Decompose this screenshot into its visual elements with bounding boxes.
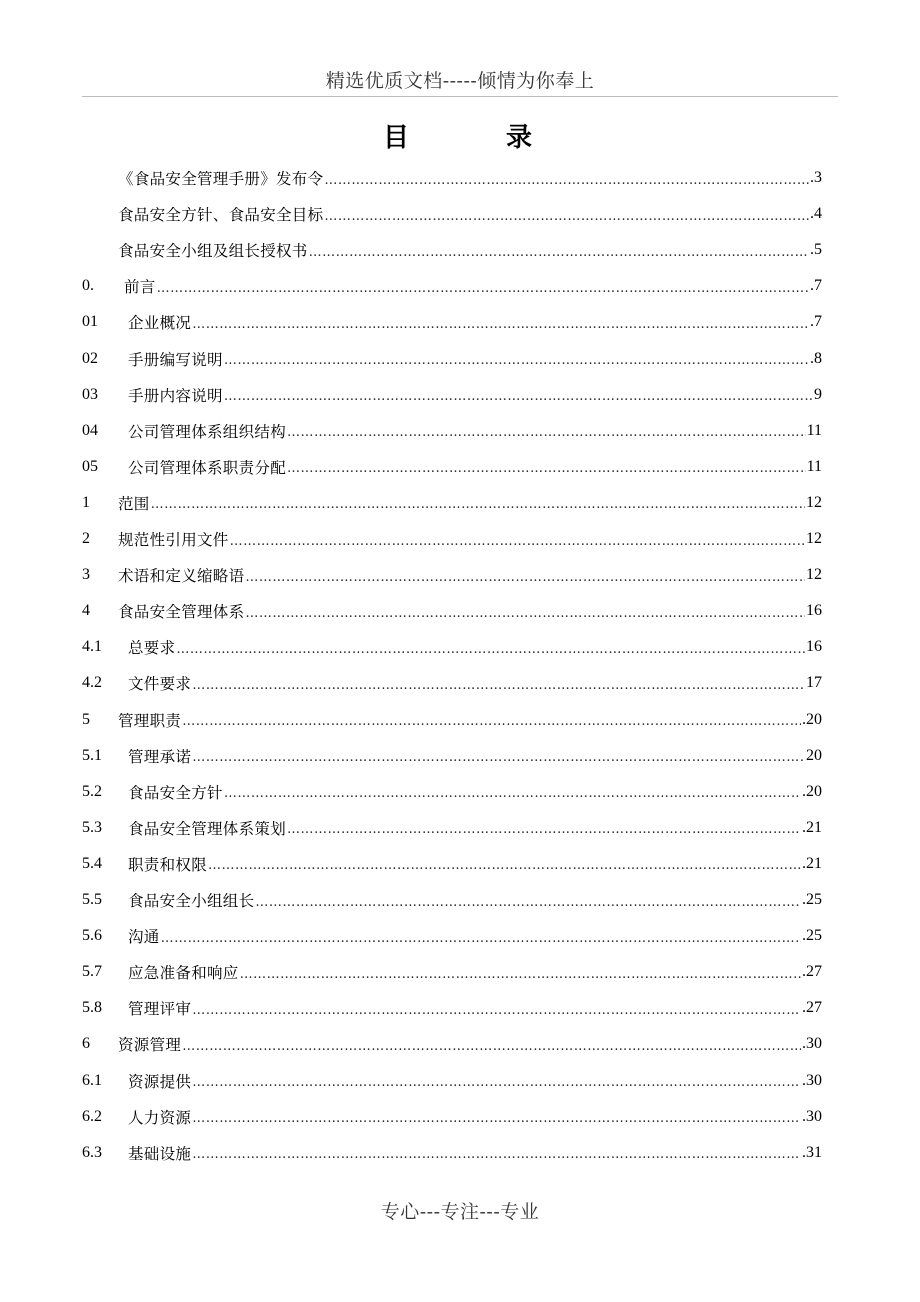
toc-entry[interactable] (82, 774, 822, 810)
toc-entry-number: 01 (82, 313, 98, 331)
toc-dot-leader (192, 1003, 801, 1018)
toc-entry-title: 前言 (124, 278, 156, 297)
toc-dot-leader (182, 1039, 801, 1054)
toc-entry-number: 5 (82, 710, 90, 728)
toc-entry-page-number: .3 (810, 169, 822, 186)
toc-entry-number: 1 (82, 493, 90, 511)
toc-entry-title: 沟通 (128, 928, 160, 947)
toc-entry-number: 0. (82, 277, 94, 295)
toc-entry[interactable] (82, 341, 822, 377)
toc-entry[interactable] (82, 521, 822, 557)
toc-dot-leader (245, 570, 805, 585)
toc-entry-title: 食品安全小组及组长授权书 (118, 242, 308, 261)
toc-entry-number: 5.6 (82, 927, 102, 945)
toc-dot-leader (230, 534, 805, 549)
toc-entry-number: 05 (82, 457, 98, 475)
toc-dot-leader (192, 1075, 801, 1090)
toc-dot-leader (224, 786, 801, 801)
toc-entry-page-number: .30 (802, 1071, 822, 1089)
toc-entry-page-number: .21 (802, 818, 822, 836)
page-footer: 专心---专注---专业 (380, 1201, 540, 1223)
toc-dot-leader (324, 173, 809, 188)
toc-entry[interactable] (82, 810, 822, 846)
toc-entry-number: 5.4 (82, 854, 102, 872)
toc-entry-number: 5.8 (82, 999, 102, 1017)
toc-entry[interactable] (118, 196, 822, 232)
toc-entry-title: 企业概况 (128, 314, 192, 333)
toc-entry-title: 资源提供 (128, 1072, 192, 1091)
toc-entry-number: 4 (82, 602, 90, 620)
toc-entry-page-number: 17 (806, 674, 822, 692)
toc-entry[interactable] (82, 268, 822, 304)
toc-entry[interactable] (82, 918, 822, 954)
toc-dot-leader (192, 750, 805, 765)
toc-entry-title: 术语和定义缩略语 (118, 567, 245, 586)
toc-dot-leader (309, 245, 809, 260)
toc-dot-leader (192, 317, 809, 332)
toc-entry-title: 规范性引用文件 (118, 531, 229, 549)
toc-entry[interactable] (82, 1135, 822, 1171)
toc-entry-number: 6.3 (82, 1143, 102, 1161)
toc-entry-title: 手册编写说明 (128, 350, 223, 369)
toc-entry[interactable] (82, 485, 822, 521)
toc-dot-leader (224, 389, 813, 404)
toc-entry[interactable] (82, 954, 822, 990)
toc-entry-page-number: .31 (802, 1143, 822, 1161)
toc-dot-leader (192, 1111, 801, 1126)
toc-entry-page-number: .27 (802, 999, 822, 1017)
toc-entry-title: 基础设施 (128, 1144, 192, 1163)
toc-entry[interactable] (82, 1063, 822, 1099)
toc-entry-title: 应急准备和响应 (128, 964, 239, 983)
toc-dot-leader (245, 606, 805, 621)
toc-entry-title: 公司管理体系组织结构 (128, 422, 287, 441)
toc-entry-number: 5.5 (82, 891, 102, 908)
toc-entry-page-number: .30 (802, 1035, 822, 1053)
toc-entry-title: 管理评审 (128, 1000, 192, 1019)
toc-entry-number: 6.1 (82, 1071, 102, 1089)
toc-entry-number: 5.1 (82, 746, 102, 764)
toc-entry-page-number: 12 (806, 530, 822, 547)
toc-entry[interactable] (82, 990, 822, 1026)
toc-entry[interactable] (118, 160, 822, 196)
toc-entry-page-number: 16 (806, 602, 822, 620)
toc-entry-title: 范围 (118, 494, 150, 513)
toc-entry-page-number: .7 (810, 313, 822, 331)
toc-entry-page-number: .27 (802, 963, 822, 981)
toc-dot-leader (151, 497, 805, 512)
toc-dot-leader (240, 967, 801, 982)
toc-entry-title: 食品安全管理体系策划 (128, 819, 287, 838)
toc-dot-leader (255, 895, 801, 910)
toc-dot-leader (192, 678, 805, 693)
toc-entry-page-number: 12 (806, 566, 822, 584)
toc-entry[interactable] (82, 665, 822, 701)
toc-entry-title: 管理承诺 (128, 747, 192, 766)
toc-dot-leader (182, 714, 801, 729)
toc-entry-number: 3 (82, 566, 90, 584)
toc-entry[interactable] (82, 702, 822, 738)
toc-entry-number: 6.2 (82, 1107, 102, 1125)
toc-entry-page-number: 11 (806, 457, 822, 475)
toc-entry-title: 食品安全方针 (128, 783, 223, 802)
toc-entry-page-number: .21 (802, 854, 822, 872)
toc-entry-page-number: .4 (810, 205, 822, 223)
toc-dot-leader (324, 209, 809, 224)
toc-entry-title: 公司管理体系职责分配 (128, 458, 287, 477)
toc-entry-title: 职责和权限 (128, 855, 208, 874)
toc-entry[interactable] (118, 232, 822, 268)
toc-entry-title: 手册内容说明 (128, 386, 223, 405)
toc-entry[interactable] (82, 1026, 822, 1062)
toc-entry-page-number: .25 (802, 891, 822, 908)
toc-entry-page-number: .25 (802, 927, 822, 945)
toc-entry-page-number: .7 (810, 277, 822, 295)
toc-entry-title: 食品安全管理体系 (118, 603, 245, 622)
toc-entry-page-number: 12 (806, 493, 822, 511)
toc-dot-leader (287, 425, 806, 440)
toc-entry[interactable] (82, 738, 822, 774)
toc-entry[interactable] (82, 377, 822, 413)
toc-dot-leader (161, 931, 801, 946)
toc-title (0, 117, 920, 157)
toc-entry[interactable] (82, 557, 822, 593)
toc-entry-page-number: 20 (806, 746, 822, 764)
toc-dot-leader (157, 281, 809, 296)
toc-dot-leader (192, 1147, 801, 1162)
toc-entry-title: 人力资源 (128, 1108, 192, 1127)
toc-entry-number: 2 (82, 530, 90, 547)
toc-entry-title: 总要求 (128, 639, 176, 658)
toc-dot-leader (287, 461, 806, 476)
page-header: 精选优质文档-----倾情为你奉上 (325, 70, 595, 92)
toc-dot-leader (287, 822, 801, 837)
toc-title-char-1: 目 (383, 123, 410, 153)
toc-entry[interactable] (82, 629, 822, 665)
toc-entry-number: 5.2 (82, 782, 102, 800)
toc-entry-title: 资源管理 (118, 1036, 182, 1055)
toc-entry-title: 《食品安全管理手册》发布令 (118, 170, 324, 188)
toc-entry-page-number: .20 (802, 782, 822, 800)
toc-entry[interactable] (82, 449, 822, 485)
toc-entry-number: 02 (82, 349, 98, 367)
toc-entry-number: 6 (82, 1035, 90, 1053)
toc-entry-page-number: 9 (814, 385, 822, 403)
toc-entry-number: 04 (82, 421, 98, 439)
toc-entry[interactable] (82, 413, 822, 449)
toc-entry[interactable] (82, 304, 822, 340)
toc-entry-page-number: 11 (806, 421, 822, 439)
toc-dot-leader (176, 642, 805, 657)
toc-dot-leader (208, 858, 801, 873)
toc-entry-number: 4.1 (82, 638, 102, 656)
toc-entry[interactable] (82, 593, 822, 629)
toc-entry[interactable] (82, 846, 822, 882)
toc-entry-number: 5.7 (82, 963, 102, 981)
toc-entry-title: 管理职责 (118, 711, 182, 730)
toc-entry-title: 食品安全小组组长 (128, 892, 255, 910)
toc-dot-leader (224, 353, 809, 368)
toc-entry[interactable] (82, 882, 822, 918)
toc-entry-page-number: .5 (810, 241, 822, 259)
header-divider (82, 96, 838, 97)
toc-entry[interactable] (82, 1099, 822, 1135)
toc-entry-page-number: .30 (802, 1107, 822, 1125)
toc-entry-number: 4.2 (82, 674, 102, 692)
toc-entry-page-number: 16 (806, 638, 822, 656)
toc-entry-title: 文件要求 (128, 675, 192, 694)
toc-entry-page-number: .20 (802, 710, 822, 728)
toc-entry-number: 5.3 (82, 818, 102, 836)
toc-title-char-2: 录 (506, 123, 533, 153)
toc-entry-title: 食品安全方针、食品安全目标 (118, 206, 324, 225)
toc-entry-page-number: .8 (810, 349, 822, 367)
toc-entry-number: 03 (82, 385, 98, 403)
